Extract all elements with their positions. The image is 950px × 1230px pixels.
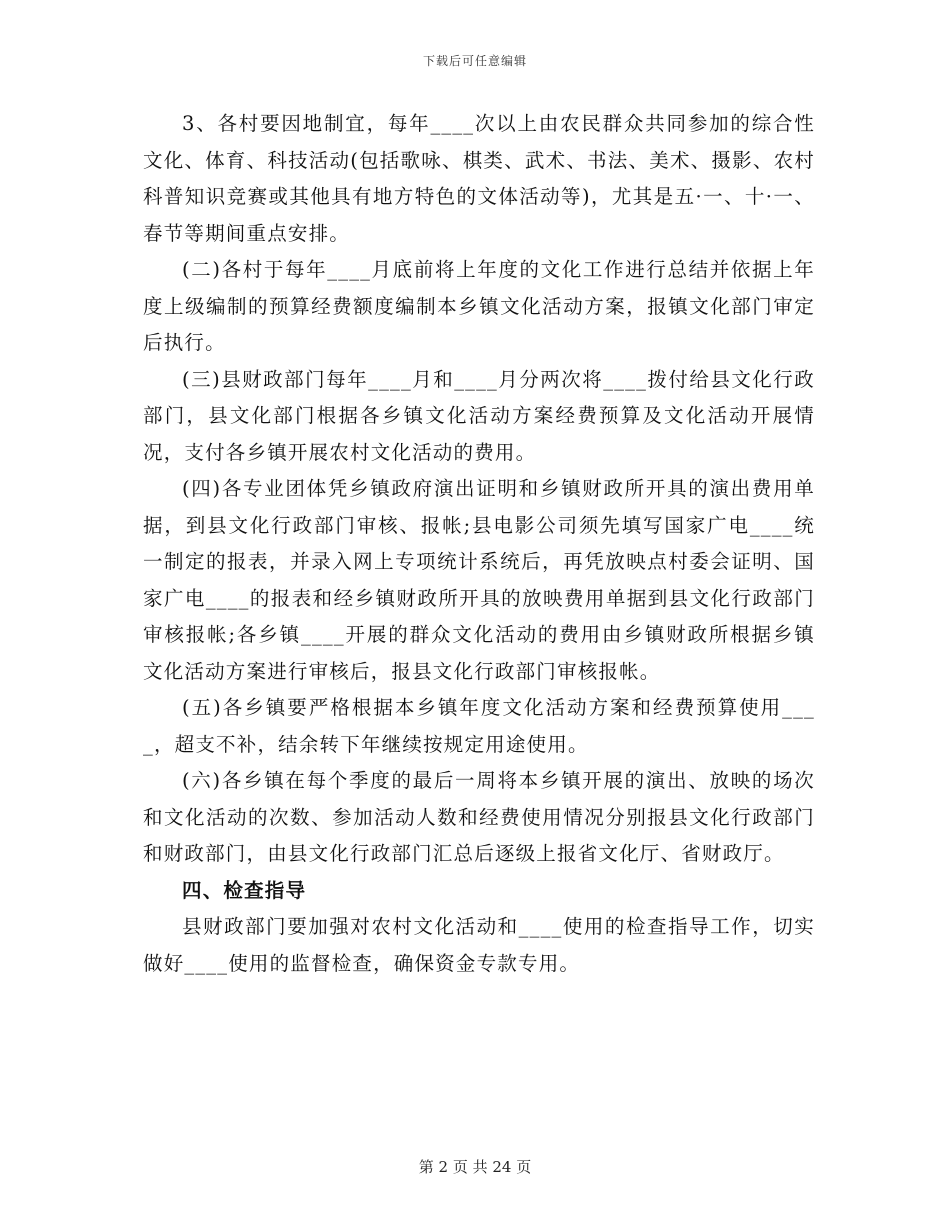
paragraph-section-2: (二)各村于每年____月底前将上年度的文化工作进行总结并依据上年度上级编制的预算经费额度编制本乡镇文化活动方案，报镇文化部门审定后执行。	[143, 258, 815, 354]
document-body	[143, 106, 815, 982]
section-heading-inspection: 四、检查指导	[182, 878, 307, 902]
paragraph-inspection: 县财政部门要加强对农村文化活动和____使用的检查指导工作，切实做好____使用的监督检查，确保资金专款专用。	[143, 915, 815, 975]
paragraph-section-4: (四)各专业团体凭乡镇政府演出证明和乡镇财政所开具的演出费用单据，到县文化行政部门审核、报帐;县电影公司须先填写国家广电____统一制定的报表，并录入网上专项统计系统后，再凭放映点村委会证明、国家广电____的报表和经乡镇财政所开具的放映费用单据到县文化行政部门审核报帐;各乡镇____开展的群众文化活动的费用由乡镇财政所根据乡镇文化活动方案进行审核后，报县文化行政部门审核报帐。	[143, 477, 815, 683]
paragraph-item-3: 3、各村要因地制宜，每年____次以上由农民群众共同参加的综合性文化、体育、科技活动(包括歌咏、棋类、武术、书法、美术、摄影、农村科普知识竞赛或其他具有地方特色的文体活动等)，尤其是五·一、十·一、春节等期间重点安排。	[143, 112, 815, 245]
paragraph-section-5: (五)各乡镇要严格根据本乡镇年度文化活动方案和经费预算使用____，超支不补，结余转下年继续按规定用途使用。	[143, 696, 815, 756]
paragraph-section-3: (三)县财政部门每年____月和____月分两次将____拨付给县文化行政部门，县文化部门根据各乡镇文化活动方案经费预算及文化活动开展情况，支付各乡镇开展农村文化活动的费用。	[143, 367, 815, 464]
page-footer: 第 2 页 共 24 页	[418, 1158, 532, 1176]
page-header: 下载后可任意编辑	[422, 54, 527, 68]
paragraph-section-6: (六)各乡镇在每个季度的最后一周将本乡镇开展的演出、放映的场次和文化活动的次数、参加活动人数和经费使用情况分别报县文化行政部门和财政部门，由县文化行政部门汇总后逐级上报省文化厅、省财政厅。	[143, 769, 815, 865]
